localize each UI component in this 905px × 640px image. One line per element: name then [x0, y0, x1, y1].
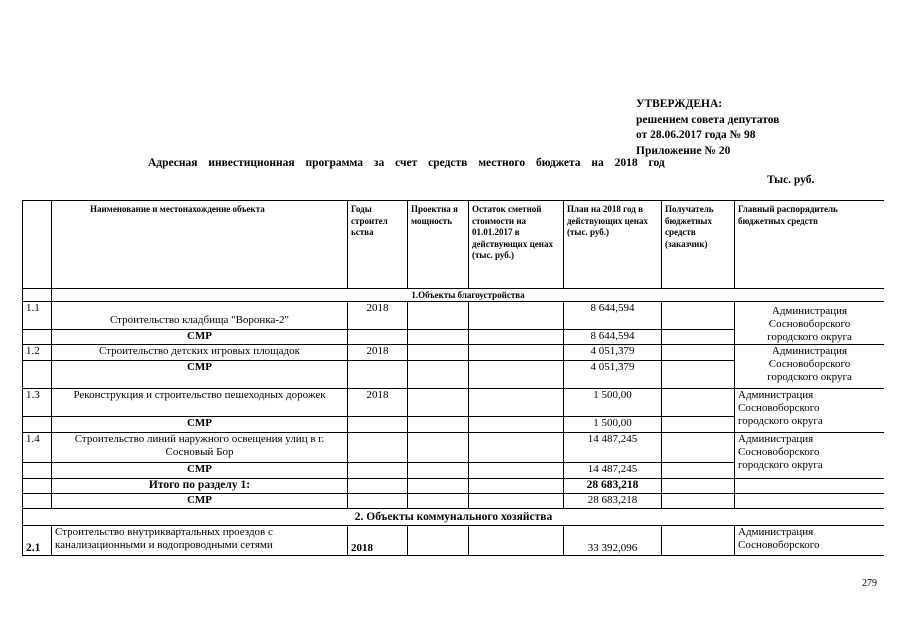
row-years: 2018 [348, 526, 408, 556]
row-sub-label: СМР [52, 330, 348, 345]
row-years: 2018 [348, 389, 408, 417]
units-label: Тыс. руб. [767, 174, 815, 186]
row-years: 2018 [348, 345, 408, 361]
row-plan: 4 051,379 [564, 361, 662, 389]
row-manager: Администрация Сосновоборского [735, 526, 885, 556]
approval-title: УТВЕРЖДЕНА: [636, 98, 723, 110]
row-plan: 8 644,594 [564, 330, 662, 345]
section-1-title: 1.Объекты благоустройства [52, 289, 885, 302]
program-title: Адресная инвестиционная программа за счет средств местного бюджета на 2018 год [148, 157, 665, 169]
header-years: Годы строител ьства [348, 201, 408, 289]
table-header-row [23, 201, 885, 289]
section-row-2 [23, 509, 885, 526]
total-smr-row [23, 494, 885, 509]
table-row [23, 433, 885, 463]
row-sub-label: СМР [52, 361, 348, 389]
row-manager: Администрация Сосновоборского городского округа [735, 345, 885, 389]
header-capacity: Проектна я мощность [408, 201, 469, 289]
header-name: Наименование и местонахождение объекта [52, 201, 348, 289]
total-row [23, 479, 885, 494]
row-plan: 8 644,594 [564, 302, 662, 330]
row-sub-label: СМР [52, 417, 348, 433]
row-years: 2018 [348, 302, 408, 330]
section-row-1 [23, 289, 885, 302]
row-plan: 14 487,245 [564, 463, 662, 479]
row-manager: Администрация Сосновоборского городского округа [735, 433, 885, 479]
header-plan: План на 2018 год в действующих ценах (тыс. руб.) [564, 201, 662, 289]
appendix-number: Приложение № 20 [636, 144, 731, 157]
row-manager: Администрация Сосновоборского городского округа [735, 389, 885, 433]
row-name: Строительство линий наружного освещения улиц в г. Сосновый Бор [52, 433, 348, 463]
row-name: Строительство детских игровых площадок [52, 345, 348, 361]
approval-block [636, 97, 779, 159]
page-number: 279 [862, 578, 877, 589]
investment-table-wrapper [22, 200, 884, 576]
total-value: 28 683,218 [564, 479, 662, 494]
row-plan: 14 487,245 [564, 433, 662, 463]
investment-table [22, 200, 884, 556]
section-2-title: 2. Объекты коммунального хозяйства [23, 509, 885, 526]
row-manager: Администрация Сосновоборского городского округа [735, 302, 885, 345]
total-label: Итого по разделу 1: [52, 479, 348, 494]
row-plan: 33 392,096 [564, 526, 662, 556]
row-num: 1.2 [23, 345, 52, 361]
header-remaining: Остаток сметной стоимости на 01.01.2017 в действующих ценах (тыс. руб.) [469, 201, 564, 289]
total-smr-label: СМР [52, 494, 348, 509]
row-plan: 1 500,00 [564, 389, 662, 417]
row-num: 1.1 [23, 302, 52, 330]
row-name: Реконструкция и строительство пешеходных дорожек [52, 389, 348, 417]
header-manager: Главный распорядитель бюджетных средств [735, 201, 885, 289]
header-num [23, 201, 52, 289]
approval-decision: решением совета депутатов [636, 113, 780, 126]
row-plan: 4 051,379 [564, 345, 662, 361]
row-name: Строительство кладбища "Воронка-2" [52, 302, 348, 330]
header-recipient: Получатель бюджетных средств (заказчик) [662, 201, 735, 289]
approval-date: от 28.06.2017 года № 98 [636, 129, 756, 141]
row-num: 1.3 [23, 389, 52, 417]
row-name: Строительство внутриквартальных проездов с канализационными и водопроводными сетями [52, 526, 348, 556]
row-sub-label: СМР [52, 463, 348, 479]
row-num: 1.4 [23, 433, 52, 463]
table-row [23, 302, 885, 330]
row-plan: 1 500,00 [564, 417, 662, 433]
total-smr-value: 28 683,218 [564, 494, 662, 509]
table-row [23, 345, 885, 361]
table-row [23, 526, 885, 556]
table-row [23, 389, 885, 417]
row-num: 2.1 [23, 526, 52, 556]
